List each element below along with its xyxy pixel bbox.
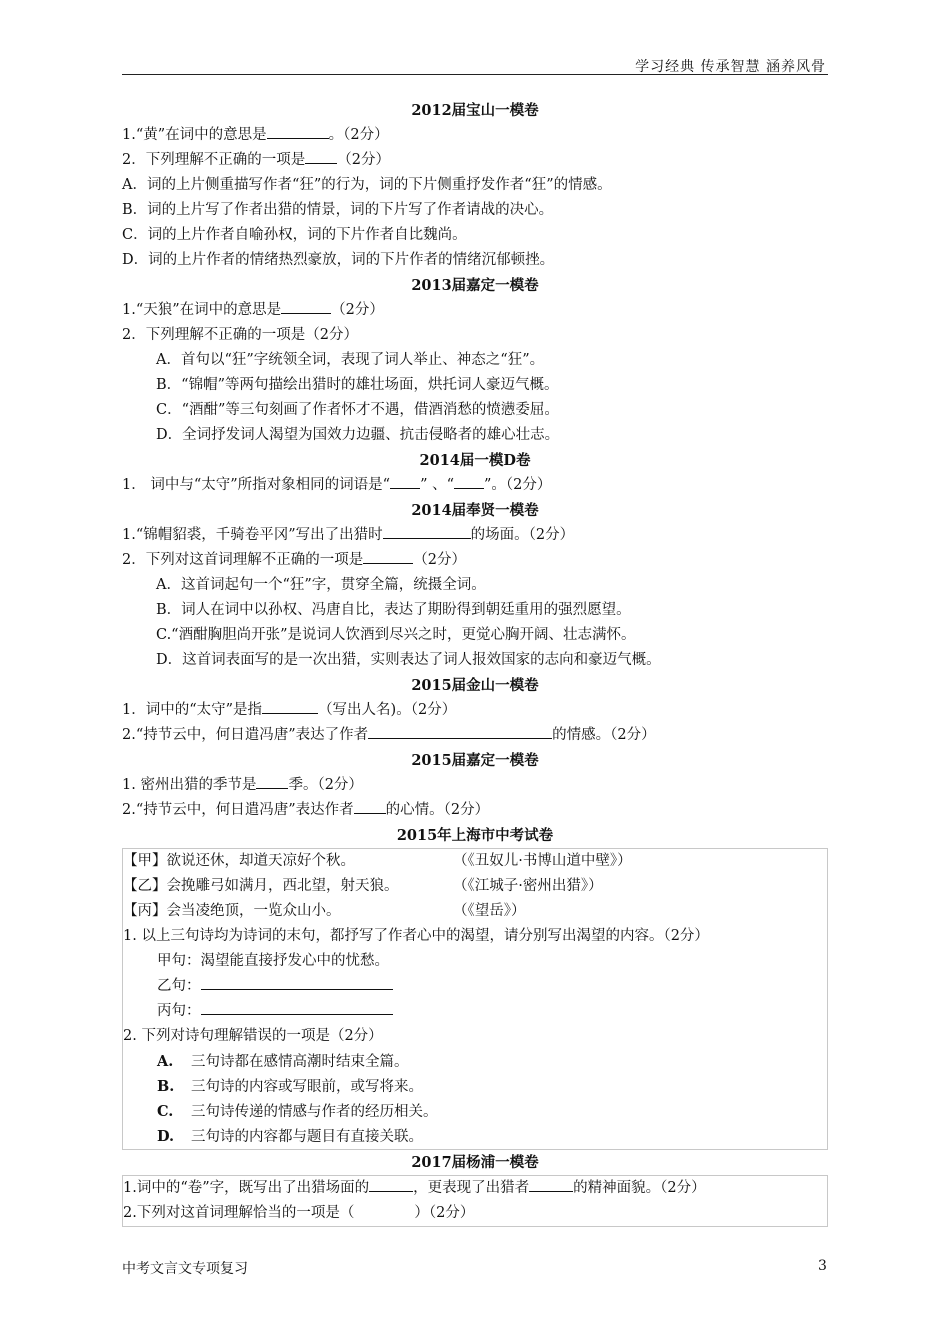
section-title: 2013届嘉定一模卷 [411, 277, 539, 294]
question-text: ）（2分） [414, 1205, 475, 1221]
header-motto: 学习经典 传承智慧 涵养风骨 [635, 59, 826, 75]
question-text: 2．下列理解不正确的一项是 [122, 152, 306, 168]
answer-blank [390, 474, 420, 489]
poem-line-bing [123, 899, 827, 924]
option-b [123, 1074, 827, 1099]
poem-text: 【丙】会当凌绝顶，一览众山小。 [123, 903, 341, 919]
answer-jia: 甲句：渴望能直接抒发心中的忧愁。 [157, 953, 389, 969]
section-title: 2015年上海市中考试卷 [396, 827, 554, 844]
option-letter: B. [157, 1078, 175, 1095]
question-1 [122, 773, 828, 798]
option-a: A．词的上片侧重描写作者“狂”的行为，词的下片侧重抒发作者“狂”的情感。 [122, 177, 612, 193]
exam-box [122, 848, 828, 1150]
answer-label: 丙句： [157, 1003, 201, 1019]
page-number: 3 [818, 1258, 827, 1274]
answer-blank [281, 299, 331, 314]
question-1 [122, 123, 828, 148]
question-2 [123, 1201, 827, 1226]
option-letter: C. [157, 1103, 174, 1120]
answer-blank [256, 774, 288, 789]
footer-title: 中考文言文专项复习 [122, 1261, 248, 1277]
answer-blank [363, 549, 413, 564]
answer-blank [201, 1000, 393, 1015]
option-d: D．这首词表面写的是一次出猎，实则表达了词人报效国家的志向和豪迈气概。 [156, 652, 661, 668]
option-text: 三句诗传递的情感与作者的经历相关。 [191, 1104, 438, 1120]
answer-bing [123, 999, 827, 1024]
answer-blank [368, 724, 552, 739]
question-text: 1.“锦帽貂裘，千骑卷平冈”写出了出猎时 [122, 527, 383, 543]
option-c: C．词的上片作者自喻孙权，词的下片作者自比魏尚。 [122, 227, 467, 243]
question-text: （2分） [331, 302, 384, 318]
question-text: 2.“持节云中，何日遣冯唐”表达作者 [122, 802, 354, 818]
question-text: 的精神面貌。（2分） [573, 1180, 706, 1196]
option-c: C．“酒酣”等三句刻画了作者怀才不遇，借酒消愁的愤懑委屈。 [156, 402, 559, 418]
section-title: 2015届金山一模卷 [411, 677, 539, 694]
section-title: 2015届嘉定一模卷 [411, 752, 539, 769]
option-b: B．词人在词中以孙权、冯唐自比，表达了期盼得到朝廷重用的强烈愿望。 [156, 602, 631, 618]
section-title: 2012届宝山一模卷 [411, 102, 539, 119]
option-letter: D. [157, 1128, 175, 1145]
answer-label: 乙句： [157, 978, 201, 994]
option-c [123, 1099, 827, 1124]
question-1 [122, 473, 828, 498]
question-text: 1．词中的“太守”是指 [122, 702, 263, 718]
answer-blank [201, 975, 393, 990]
answer-blank [454, 474, 484, 489]
option-a: A．首句以“狂”字统领全词，表现了词人举止、神态之“狂”。 [156, 352, 545, 368]
question-1: 1. 以上三句诗均为诗词的末句，都抒写了作者心中的渴望，请分别写出渴望的内容。（2分） [123, 928, 709, 944]
question-text: ”。（2分） [484, 477, 552, 493]
question-text: 的场面。（2分） [470, 527, 575, 543]
option-d: D．全词抒发词人渴望为国效力边疆、抗击侵略者的雄心壮志。 [156, 427, 560, 443]
answer-blank [354, 799, 386, 814]
answer-yi [123, 974, 827, 999]
question-1 [122, 698, 828, 723]
question-text: 1.“黄”在词中的意思是 [122, 127, 267, 143]
poem-source: （《望岳》） [453, 903, 526, 919]
option-text: 三句诗的内容都与题目有直接关联。 [191, 1129, 423, 1145]
exam-box [122, 1175, 828, 1227]
question-2: 2. 下列对诗句理解错误的一项是（2分） [123, 1028, 383, 1044]
option-d: D．词的上片作者的情绪热烈豪放，词的下片作者的情绪沉郁顿挫。 [122, 252, 555, 268]
section-title: 2017届杨浦一模卷 [411, 1154, 539, 1171]
answer-blank [305, 149, 337, 164]
question-text: 的心情。（2分） [385, 802, 490, 818]
question-1 [123, 1176, 827, 1201]
section-title: 2014届一模D卷 [419, 452, 531, 469]
poem-text: 【甲】欲说还休，却道天凉好个秋。 [123, 853, 355, 869]
poem-text: 【乙】会挽雕弓如满月，西北望，射天狼。 [123, 878, 399, 894]
question-text: 1. 密州出猎的季节是 [122, 777, 257, 793]
content [122, 98, 828, 1227]
poem-line-jia [123, 849, 827, 874]
section-title: 2014届奉贤一模卷 [411, 502, 539, 519]
poem-source: （《丑奴儿·书博山道中壁》） [453, 853, 632, 869]
option-a [123, 1049, 827, 1074]
answer-blank [383, 524, 471, 539]
option-a: A．这首词起句一个“狂”字，贯穿全篇，统摄全词。 [156, 577, 486, 593]
answer-blank [267, 124, 329, 139]
question-2: 2．下列理解不正确的一项是（2分） [122, 327, 358, 343]
question-text: 1.词中的“卷”字，既写出了出猎场面的 [123, 1180, 370, 1196]
option-letter: A. [157, 1053, 174, 1070]
question-text: 2.下列对这首词理解恰当的一项是（ [123, 1205, 355, 1221]
question-text: 1． 词中与“太守”所指对象相同的词语是“ [122, 477, 391, 493]
question-2 [122, 798, 828, 823]
question-text: ，更表现了出猎者 [413, 1180, 530, 1196]
question-1 [122, 298, 828, 323]
question-text: ” 、“ [420, 477, 455, 493]
option-b: B．“锦帽”等两句描绘出猎时的雄壮场面，烘托词人豪迈气概。 [156, 377, 559, 393]
poem-source: （《江城子·密州出猎》） [453, 878, 603, 894]
answer-blank [529, 1177, 573, 1192]
question-text: 2．下列对这首词理解不正确的一项是 [122, 552, 364, 568]
question-2 [122, 723, 828, 748]
question-text: 的情感。（2分） [552, 727, 656, 743]
question-text: 季。（2分） [288, 777, 363, 793]
poem-line-yi [123, 874, 827, 899]
question-2 [122, 548, 828, 573]
question-text: （2分） [337, 152, 390, 168]
option-c: C.“酒酣胸胆尚开张”是说词人饮酒到尽兴之时，更觉心胸开阔、壮志满怀。 [156, 627, 636, 643]
question-text: 1.“天狼”在词中的意思是 [122, 302, 282, 318]
question-text: 2.“持节云中，何日遣冯唐”表达了作者 [122, 727, 369, 743]
question-text: 。（2分） [328, 127, 389, 143]
answer-blank [262, 699, 318, 714]
header-divider [122, 74, 828, 75]
question-2 [122, 148, 828, 173]
option-text: 三句诗都在感情高潮时结束全篇。 [191, 1054, 409, 1070]
question-text: （2分） [413, 552, 466, 568]
question-1 [122, 523, 828, 548]
answer-blank [369, 1177, 413, 1192]
option-text: 三句诗的内容或写眼前，或写将来。 [191, 1079, 423, 1095]
option-d [123, 1124, 827, 1149]
question-text: （写出人名)。（2分） [318, 702, 457, 718]
option-b: B．词的上片写了作者出猎的情景，词的下片写了作者请战的决心。 [122, 202, 554, 218]
